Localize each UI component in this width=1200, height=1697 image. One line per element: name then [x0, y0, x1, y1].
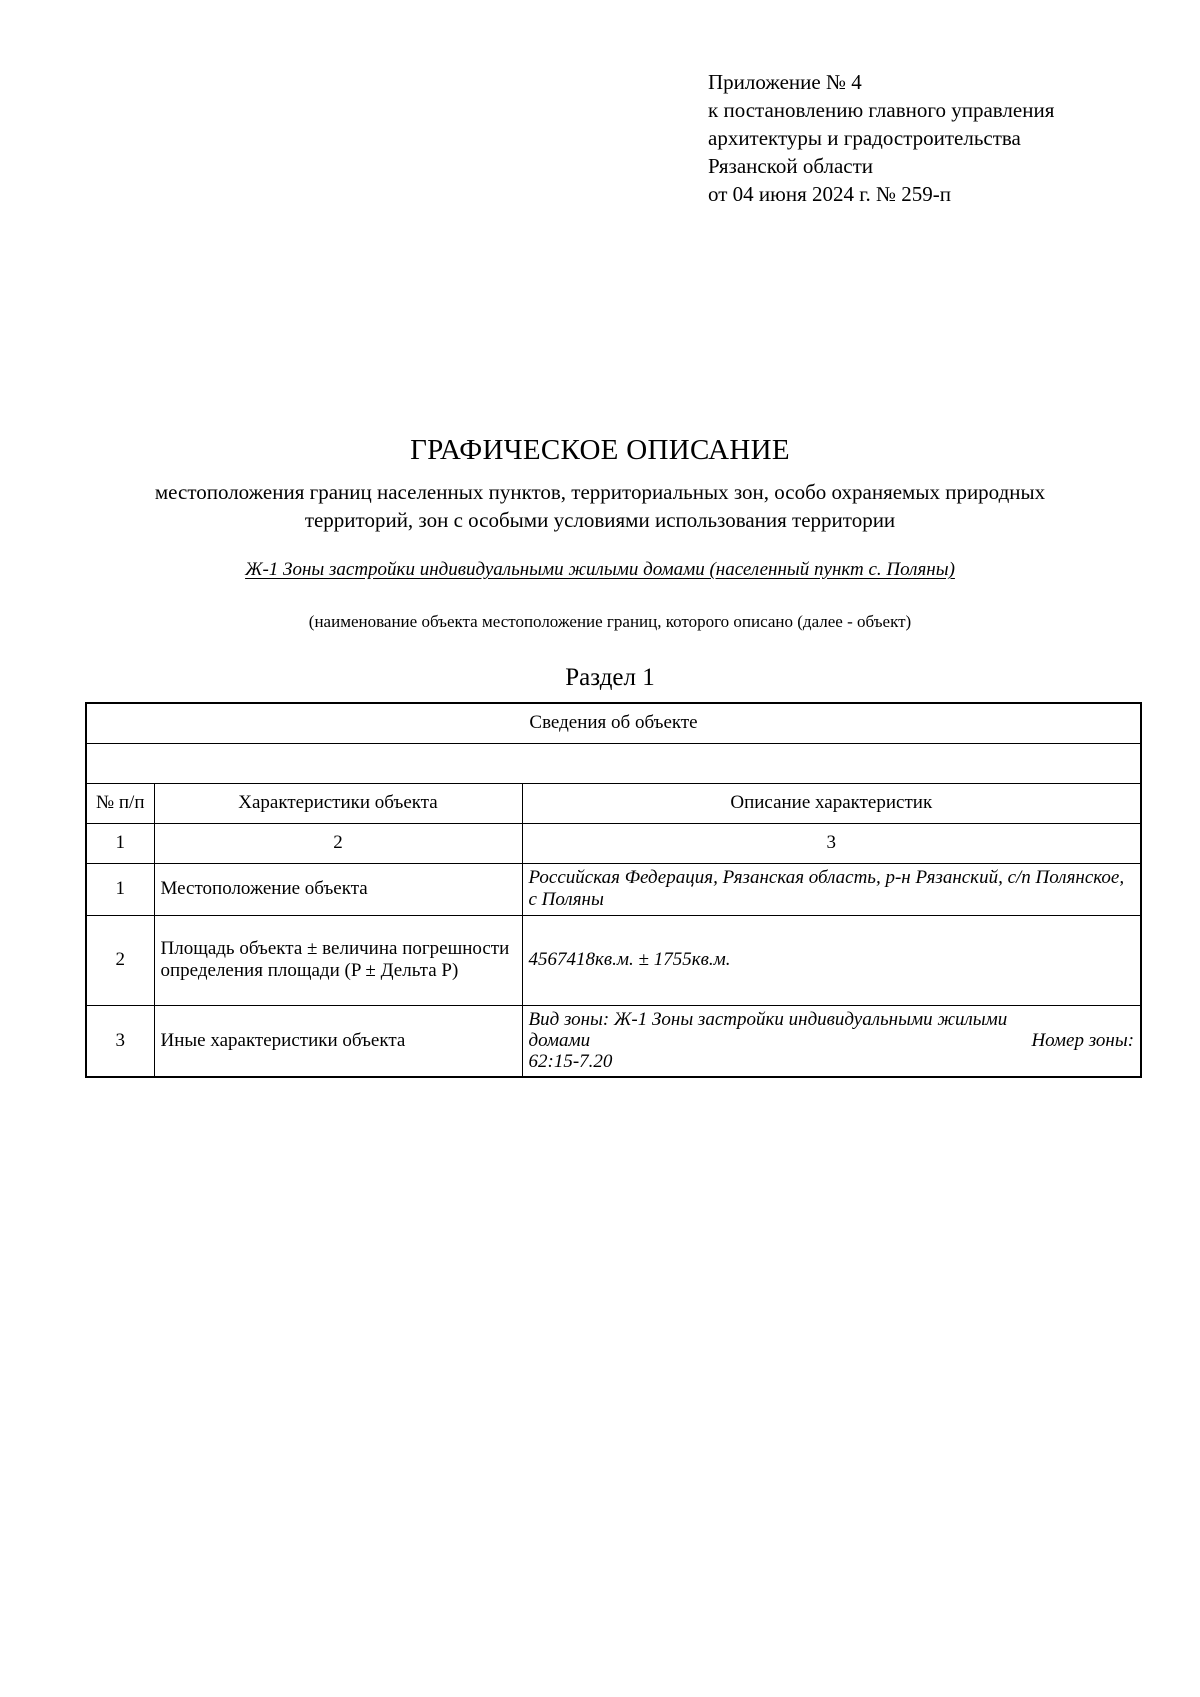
- table-row: [86, 1005, 1141, 1077]
- table-blank-cell: [86, 743, 1141, 783]
- row-characteristic: Площадь объекта ± величина погрешности определения площади (P ± Дельта P): [154, 915, 522, 1005]
- document-subtitle: [60, 478, 1140, 534]
- row-description: [522, 1005, 1141, 1077]
- object-info-table: [85, 702, 1142, 1078]
- table-column-numbers-row: [86, 823, 1141, 863]
- column-number: 1: [86, 823, 154, 863]
- table-row: [86, 915, 1141, 1005]
- description-text: Номер зоны:: [1031, 1030, 1135, 1052]
- subtitle-line: территорий, зон с особыми условиями использования территории: [304, 508, 896, 532]
- description-text: домами: [528, 1030, 591, 1052]
- row-characteristic: Иные характеристики объекта: [154, 1005, 522, 1077]
- object-name-text: Ж-1 Зоны застройки индивидуальными жилыми домами (населенный пункт с. Поляны): [245, 559, 955, 580]
- appendix-line: от 04 июня 2024 г. № 259-п: [708, 182, 951, 206]
- appendix-line: Рязанской области: [708, 154, 874, 178]
- row-description: 4567418кв.м. ± 1755кв.м.: [522, 915, 1141, 1005]
- row-characteristic: Местоположение объекта: [154, 863, 522, 915]
- section-title: Раздел 1: [565, 664, 655, 691]
- table-header: Сведения об объекте: [86, 703, 1141, 743]
- appendix-line: к постановлению главного управления: [708, 98, 1055, 122]
- table-header-row: [86, 703, 1141, 743]
- column-header-characteristic: Характеристики объекта: [154, 783, 522, 823]
- description-line: [529, 1030, 1135, 1051]
- column-number: 3: [522, 823, 1141, 863]
- appendix-line: архитектуры и градостроительства: [708, 126, 1021, 150]
- object-caption: (наименование объекта местоположение границ, которого описано (далее - объект): [308, 612, 912, 631]
- table-columns-row: [86, 783, 1141, 823]
- column-number: 2: [154, 823, 522, 863]
- document-title: ГРАФИЧЕСКОЕ ОПИСАНИЕ: [410, 434, 790, 466]
- description-line: Вид зоны: Ж-1 Зоны застройки индивидуальными жилыми: [528, 1009, 1008, 1031]
- description-line: 62:15-7.20: [528, 1051, 613, 1073]
- table-row: [86, 863, 1141, 915]
- object-name: [0, 557, 1200, 583]
- table-blank-row: [86, 743, 1141, 783]
- subtitle-line: местоположения границ населенных пунктов, территориальных зон, особо охраняемых природных: [154, 480, 1046, 504]
- row-number: 2: [86, 915, 154, 1005]
- row-description: Российская Федерация, Рязанская область, р-н Рязанский, с/п Полянское, с Поляны: [522, 863, 1141, 915]
- appendix-block: [708, 68, 1054, 208]
- column-header-num: № п/п: [86, 783, 154, 823]
- row-number: 1: [86, 863, 154, 915]
- appendix-line: Приложение № 4: [708, 70, 862, 94]
- row-number: 3: [86, 1005, 154, 1077]
- column-header-description: Описание характеристик: [522, 783, 1141, 823]
